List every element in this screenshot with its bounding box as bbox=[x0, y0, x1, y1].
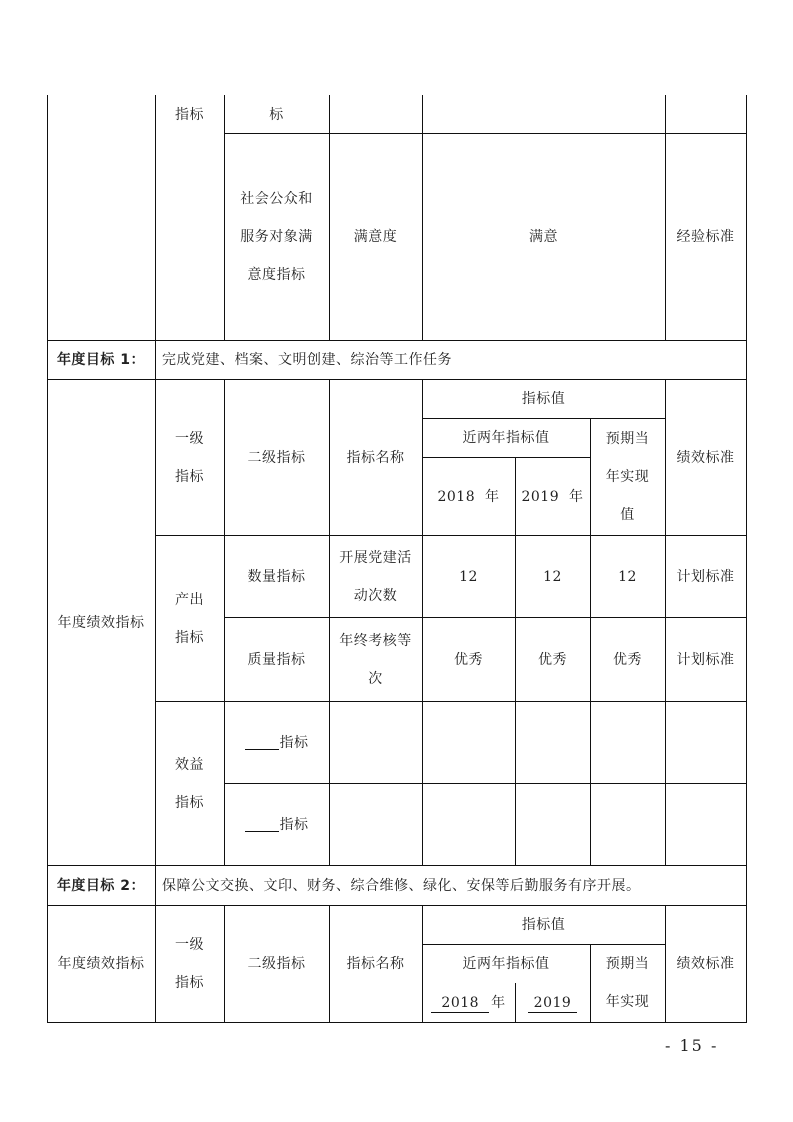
table2-header-expected: 预期当 年实现 bbox=[605, 956, 650, 1010]
goal2-text: 保障公文交换、文印、财务、综合维修、绿化、安保等后勤服务有序开展。 bbox=[162, 877, 641, 894]
table2-header-value: 指标值 bbox=[521, 917, 566, 933]
rule bbox=[47, 95, 48, 341]
blank-underline bbox=[245, 735, 279, 750]
table1-header-l1: 一级 指标 bbox=[175, 430, 204, 485]
output-row1-standard: 计划标准 bbox=[676, 568, 735, 585]
table2-header-2018 bbox=[422, 984, 515, 1022]
rule bbox=[47, 1022, 747, 1023]
output-row2-2019: 优秀 bbox=[538, 651, 567, 668]
table2-2019-value: 2019 bbox=[528, 994, 578, 1013]
rule bbox=[746, 865, 747, 906]
page-number: - 15 - bbox=[665, 1036, 719, 1055]
table2-header-l1: 一级 指标 bbox=[175, 937, 204, 991]
rule bbox=[746, 905, 747, 1023]
output-row2-l2: 质量指标 bbox=[247, 651, 306, 668]
table1-header-expected: 预期当 年实现 值 bbox=[605, 431, 650, 523]
benefit-l1: 效益 指标 bbox=[175, 756, 204, 811]
output-row1-name: 开展党建活 动次数 bbox=[339, 549, 412, 604]
output-row1-2018: 12 bbox=[459, 568, 478, 585]
benefit-row2-l2 bbox=[224, 784, 329, 865]
rule bbox=[746, 95, 747, 341]
goal1-label: 年度目标 1： bbox=[56, 352, 146, 368]
table2-header-standard: 绩效标准 bbox=[676, 956, 735, 972]
satisfaction-name: 满意度 bbox=[353, 229, 398, 245]
table1-header-name: 指标名称 bbox=[346, 449, 405, 466]
blank-underline bbox=[245, 817, 279, 832]
output-row2-standard: 计划标准 bbox=[676, 651, 735, 668]
satisfaction-l2: 社会公众和 服务对象满 意度指标 bbox=[240, 191, 313, 283]
goal2-label: 年度目标 2： bbox=[56, 877, 146, 894]
benefit-row2-text: 指标 bbox=[279, 816, 309, 833]
goal1-text: 完成党建、档案、文明创建、综治等工作任务 bbox=[162, 352, 452, 368]
rule bbox=[746, 340, 747, 380]
table1-header-2018: 2018 年 bbox=[437, 488, 500, 505]
table1-row-label: 年度绩效指标 bbox=[57, 614, 145, 631]
continuation-l2-partial: 标 bbox=[269, 107, 284, 123]
output-row1-l2: 数量指标 bbox=[247, 568, 306, 585]
table2-header-name: 指标名称 bbox=[346, 956, 405, 972]
table2-2018-suffix: 年 bbox=[491, 995, 506, 1011]
benefit-row1-text: 指标 bbox=[279, 734, 309, 751]
table2-header-recent: 近两年指标值 bbox=[462, 956, 550, 972]
table2-header-2019 bbox=[515, 984, 590, 1022]
table1-header-standard: 绩效标准 bbox=[676, 449, 735, 466]
table2-2018-value: 2018 bbox=[431, 994, 489, 1013]
rule bbox=[746, 379, 747, 866]
table1-header-value: 指标值 bbox=[521, 391, 566, 407]
output-row2-name: 年终考核等 次 bbox=[339, 632, 412, 687]
table1-header-recent: 近两年指标值 bbox=[462, 430, 550, 446]
output-row1-expected: 12 bbox=[618, 568, 637, 585]
output-row2-2018: 优秀 bbox=[454, 651, 483, 668]
output-row1-2019: 12 bbox=[543, 568, 562, 585]
table2-row-label: 年度绩效指标 bbox=[57, 956, 145, 972]
table1-header-2019: 2019 年 bbox=[521, 488, 584, 505]
continuation-l1-label: 指标 bbox=[175, 107, 204, 123]
output-l1: 产出 指标 bbox=[175, 591, 204, 646]
table1-header-l2: 二级指标 bbox=[247, 449, 306, 466]
satisfaction-standard: 经验标准 bbox=[676, 229, 735, 245]
benefit-row1-l2 bbox=[224, 702, 329, 783]
table2-header-l2: 二级指标 bbox=[247, 956, 306, 972]
satisfaction-value: 满意 bbox=[529, 229, 558, 245]
output-row2-expected: 优秀 bbox=[613, 651, 642, 668]
